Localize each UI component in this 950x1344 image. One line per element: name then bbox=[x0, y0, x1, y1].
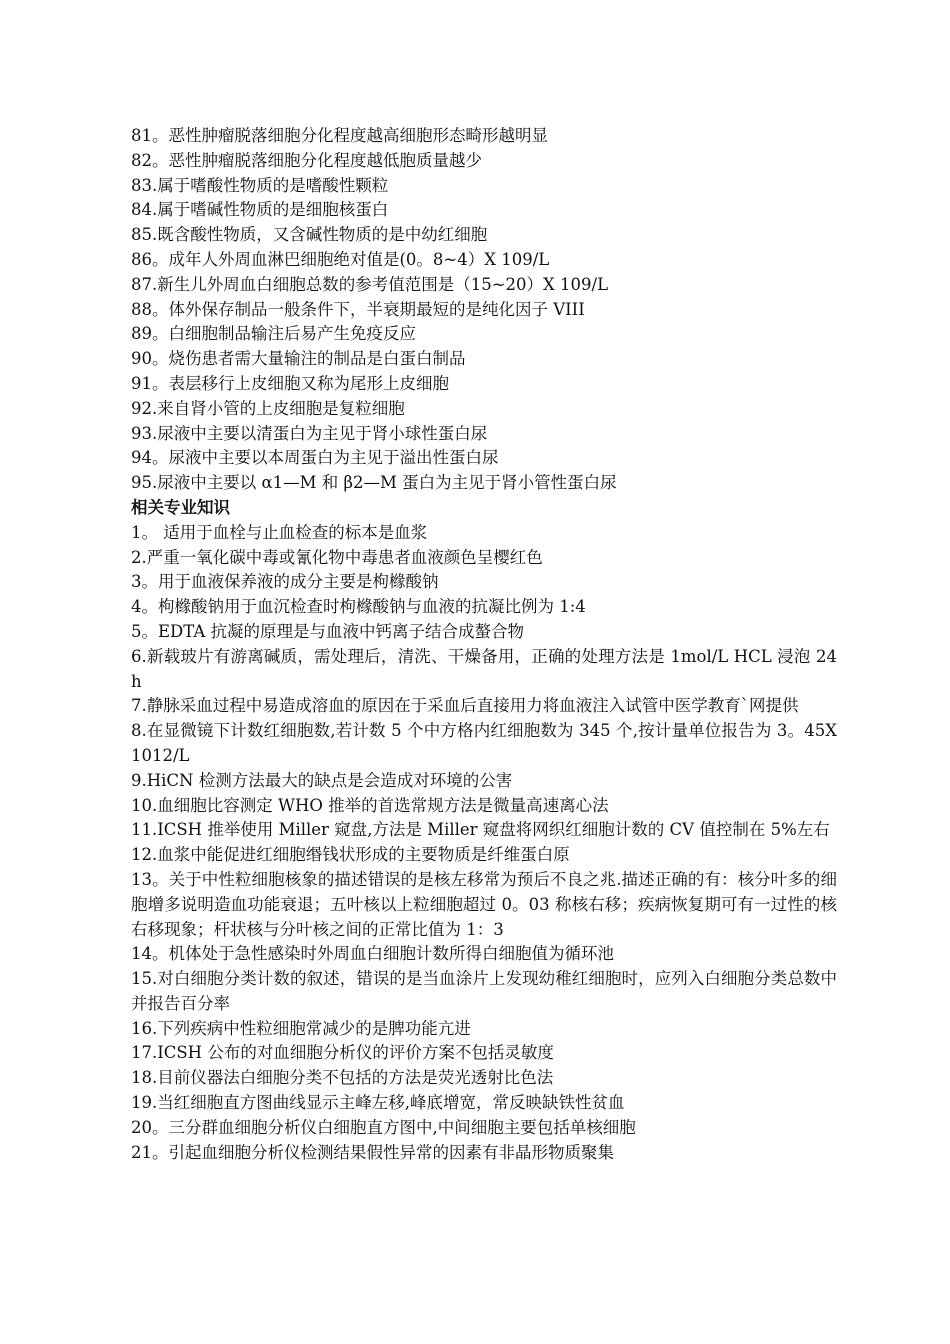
list-item: 81。恶性肿瘤脱落细胞分化程度越高细胞形态畸形越明显 bbox=[131, 126, 548, 145]
list-item: 13。关于中性粒细胞核象的描述错误的是核左移常为预后不良之兆.描述正确的有：核分叶多的细胞增多说明造血功能衰退；五叶核以上粒细胞超过 0。03 称核右移；疾病恢复期可有一过性的核右移现象；杆状核与分叶核之间的正常比值为 1：3 bbox=[131, 869, 837, 939]
list-item: 91。表层移行上皮细胞又称为尾形上皮细胞 bbox=[131, 373, 449, 393]
list-item: 8.在显微镜下计数红细胞数,若计数 5 个中方格内红细胞数为 345 个,按计量单位报告为 3。45X1012/L bbox=[131, 721, 837, 765]
list-item: 88。体外保存制品一般条件下，半衰期最短的是纯化因子 VIII bbox=[131, 299, 585, 319]
list-item: 87.新生儿外周血白细胞总数的参考值范围是（15~20）X 109/L bbox=[131, 274, 609, 294]
list-item: 11.ICSH 推举使用 Miller 窥盘,方法是 Miller 窥盘将网织红细胞计数的 CV 值控制在 5%左右 bbox=[131, 820, 830, 840]
list-item: 12.血浆中能促进红细胞缗钱状形成的主要物质是纤维蛋白原 bbox=[131, 845, 570, 865]
list-item: 7.静脉采血过程中易造成溶血的原因在于采血后直接用力将血液注入试管中医学教育`网提供 bbox=[131, 696, 799, 716]
list-item: 90。烧伤患者需大量输注的制品是白蛋白制品 bbox=[131, 349, 466, 369]
list-item: 85.既含酸性物质，又含碱性物质的是中幼红细胞 bbox=[131, 225, 488, 245]
list-item: 19.当红细胞直方图曲线显示主峰左移,峰底增宽，常反映缺铁性贫血 bbox=[131, 1093, 625, 1113]
list-item: 17.ICSH 公布的对血细胞分析仪的评价方案不包括灵敏度 bbox=[131, 1043, 554, 1063]
list-item: 20。三分群血细胞分析仪白细胞直方图中,中间细胞主要包括单核细胞 bbox=[131, 1117, 636, 1137]
list-item: 82。恶性肿瘤脱落细胞分化程度越低胞质量越少 bbox=[131, 150, 482, 170]
list-item: 89。白细胞制品输注后易产生免疫反应 bbox=[131, 324, 416, 344]
list-item: 9.HiCN 检测方法最大的缺点是会造成对环境的公害 bbox=[131, 770, 513, 790]
list-item: 18.目前仪器法白细胞分类不包括的方法是荧光透射比色法 bbox=[131, 1068, 554, 1088]
list-item: 4。枸橼酸钠用于血沉检查时枸橼酸钠与血液的抗凝比例为 1:4 bbox=[131, 597, 586, 617]
list-item: 21。引起血细胞分析仪检测结果假性异常的因素有非晶形物质聚集 bbox=[131, 1142, 614, 1162]
list-item: 14。机体处于急性感染时外周血白细胞计数所得白细胞值为循环池 bbox=[131, 944, 614, 964]
list-item: 6.新载玻片有游离碱质，需处理后，清洗、干燥备用，正确的处理方法是 1mol/L HCL 浸泡 24h bbox=[131, 646, 837, 691]
list-item: 84.属于嗜碱性物质的是细胞核蛋白 bbox=[131, 200, 389, 220]
list-item: 1。 适用于血栓与止血检查的标本是血浆 bbox=[131, 522, 428, 542]
list-item: 83.属于嗜酸性物质的是嗜酸性颗粒 bbox=[131, 175, 389, 195]
list-item: 15.对白细胞分类计数的叙述，错误的是当血涂片上发现幼稚红细胞时，应列入白细胞分类总数中并报告百分率 bbox=[131, 969, 837, 1013]
list-item: 2.严重一氧化碳中毒或氰化物中毒患者血液颜色呈樱红色 bbox=[131, 547, 543, 567]
list-item: 3。用于血液保养液的成分主要是枸橼酸钠 bbox=[131, 572, 439, 592]
list-item: 16.下列疾病中性粒细胞常减少的是脾功能亢进 bbox=[131, 1018, 471, 1038]
list-item: 95.尿液中主要以 α1—M 和 β2—M 蛋白为主见于肾小管性蛋白尿 bbox=[131, 473, 617, 493]
section-heading: 相关专业知识 bbox=[131, 497, 230, 517]
list-item: 94。尿液中主要以本周蛋白为主见于溢出性蛋白尿 bbox=[131, 448, 499, 468]
list-item: 86。成年人外周血淋巴细胞绝对值是(0。8~4）X 109/L bbox=[131, 249, 550, 269]
list-item: 93.尿液中主要以清蛋白为主见于肾小球性蛋白尿 bbox=[131, 423, 488, 443]
list-item: 5。EDTA 抗凝的原理是与血液中钙离子结合成螯合物 bbox=[131, 621, 525, 641]
list-item: 92.来自肾小管的上皮细胞是复粒细胞 bbox=[131, 398, 405, 418]
list-item: 10.血细胞比容测定 WHO 推举的首选常规方法是微量高速离心法 bbox=[131, 795, 609, 815]
document-page bbox=[131, 124, 837, 1165]
